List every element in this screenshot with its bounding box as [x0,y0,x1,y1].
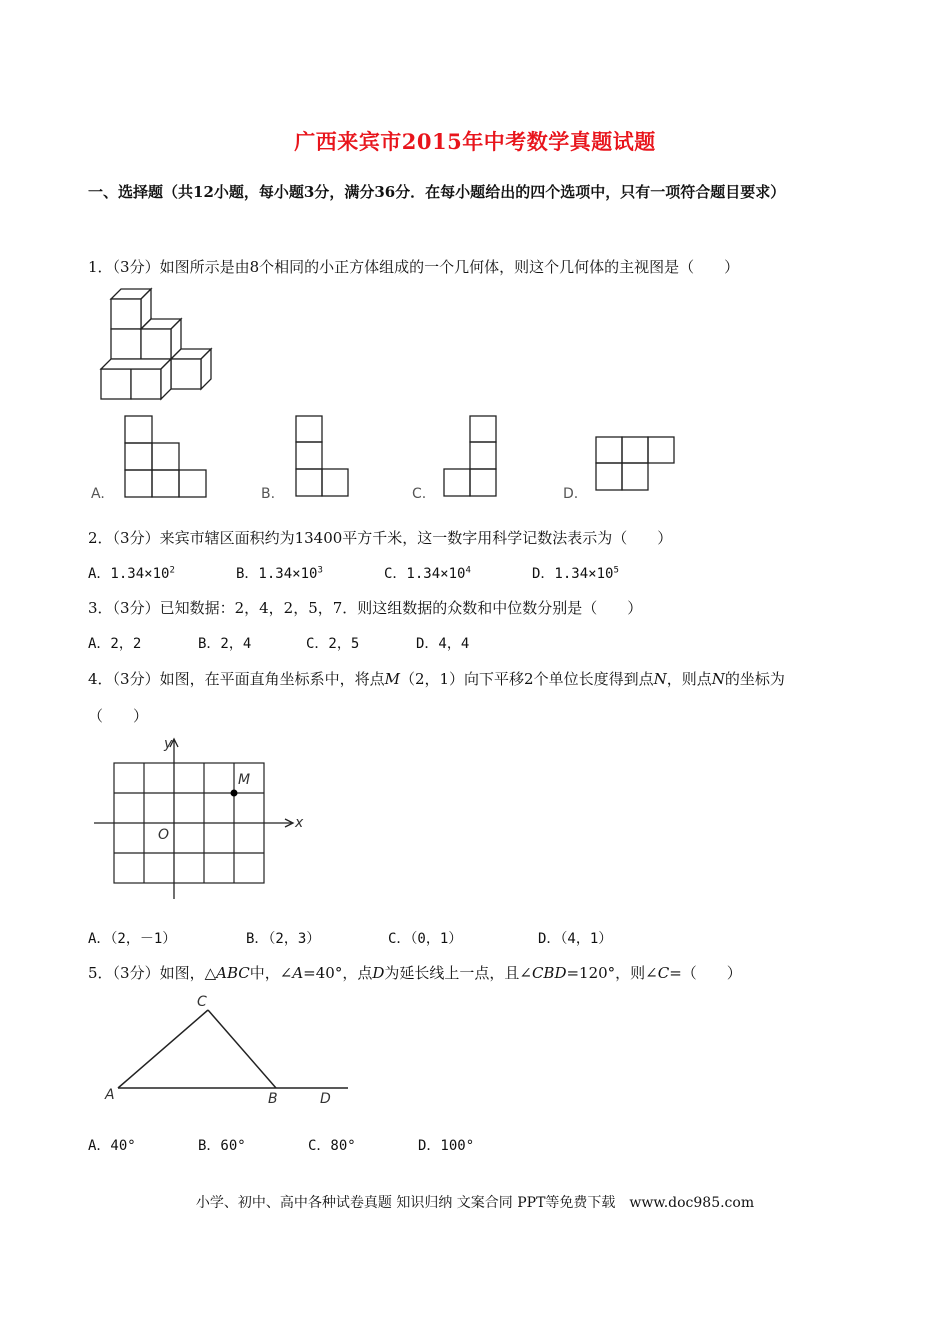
q1-label-b: B. [261,486,276,502]
question-4-text-line2: （ ） [88,707,149,725]
question-2-options [88,563,619,583]
page-title: 广西来宾市2015年中考数学真题试题 [294,129,656,154]
question-1-text: 1．（3分）如图所示是由8个相同的小正方体组成的一个几何体，则这个几何体的主视图是（ ） [88,258,740,276]
q5-vertex-b: B [268,1091,278,1107]
q4-option-c: C．（0，1） [388,931,463,947]
q4-option-a: A．（2，－1） [88,931,177,947]
q3-option-b: B．2，4 [198,636,252,652]
q5-option-b: B．60° [198,1138,246,1154]
q4-option-b: B．（2，3） [246,931,321,947]
q4-option-d: D．（4，1） [538,931,613,947]
question-2-text: 2．（3分）来宾市辖区面积约为13400平方千米，这一数字用科学记数法表示为（ ） [88,529,673,547]
q1-option-a-figure [124,415,208,497]
q2-option-a: A．$1.34\times 10^2$ [88,565,175,582]
q2-option-b: B．$1.34\times 10^3$ [236,565,323,582]
q3-option-c: C．2，5 [306,636,360,652]
q1-option-b-figure [295,415,351,497]
q5-vertex-a: A [105,1087,115,1103]
question-4-text: 4．（3分）如图，在平面直角坐标系中，将点M（2，1）向下平移2个单位长度得到点N，则点N的坐标为 [88,670,785,688]
question-3-options [88,633,469,653]
question-4-options [88,928,612,948]
q3-option-d: D．4，4 [416,636,470,652]
q5-option-a: A．40° [88,1138,136,1154]
q2-option-c: C．$1.34\times 10^4$ [384,565,471,582]
q1-option-d-figure [595,436,677,492]
q1-label-c: C. [412,486,427,502]
q4-axis-x-label: x [295,815,304,831]
q1-label-d: D. [563,486,579,502]
page-footer: 小学、初中、高中各种试卷真题 知识归纳 文案合同 PPT等免费下载 www.doc985.com [195,1195,755,1211]
question-5-options [88,1135,474,1155]
question-3-text: 3．（3分）已知数据：2，4，2，5，7．则这组数据的众数和中位数分别是（ ） [88,599,643,617]
q5-vertex-c: C [197,994,207,1010]
question-5-text: 5．（3分）如图，△ABC中，∠A=40°，点D为延长线上一点，且∠CBD=120°，则∠C=（ ） [88,964,742,982]
q5-point-d: D [320,1091,331,1107]
q4-axis-y-label: y [164,736,173,752]
q1-option-c-figure [443,415,499,497]
q4-coordinate-grid [92,734,312,904]
q1-label-a: A. [91,486,105,502]
q2-option-d: D．$1.34\times 10^5$ [532,565,619,582]
q3-option-a: A．2，2 [88,636,142,652]
section-heading: 一、选择题（共12小题，每小题3分，满分36分．在每小题给出的四个选项中，只有一项符合题目要求） [88,183,786,201]
q5-option-c: C．80° [308,1138,356,1154]
q5-triangle-figure [100,990,360,1105]
q1-cube-figure [95,285,225,405]
q4-origin-label: O [158,827,170,843]
q5-option-d: D．100° [418,1138,475,1154]
q4-point-m-label: M [238,772,251,788]
